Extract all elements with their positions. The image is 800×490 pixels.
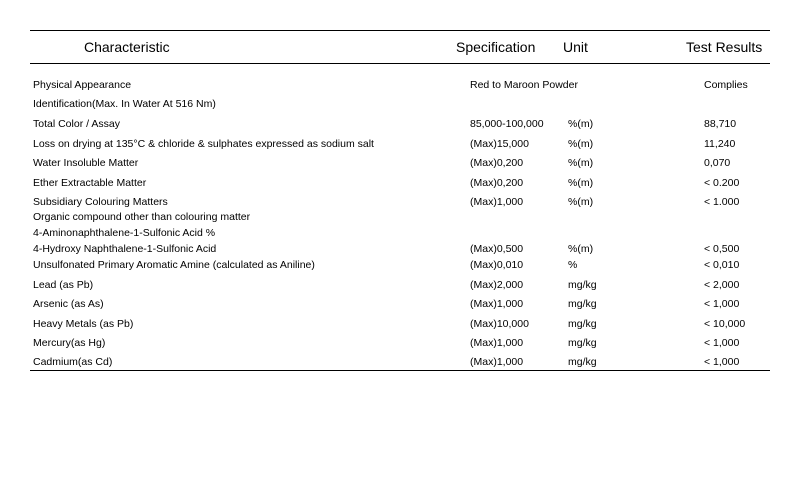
cell-unit: %(m) [568, 243, 594, 255]
table-row [0, 118, 800, 134]
cell-result: < 1,000 [704, 337, 740, 349]
cell-characteristic: Water Insoluble Matter [33, 157, 139, 169]
table-row [0, 227, 800, 243]
cell-specification: (Max)2,000 [470, 279, 524, 291]
cell-unit: %(m) [568, 177, 594, 189]
cell-unit: mg/kg [568, 298, 597, 310]
cell-unit: % [568, 259, 578, 271]
cell-characteristic: Total Color / Assay [33, 118, 120, 130]
cell-result: Complies [704, 79, 748, 91]
cell-characteristic: Cadmium(as Cd) [33, 356, 113, 368]
cell-result: < 10,000 [704, 318, 746, 330]
table-row [0, 243, 800, 259]
cell-result: < 1,000 [704, 298, 740, 310]
cell-specification: (Max)1,000 [470, 356, 524, 368]
cell-unit: mg/kg [568, 337, 597, 349]
cell-characteristic: Mercury(as Hg) [33, 337, 106, 349]
cell-unit: %(m) [568, 138, 594, 150]
cell-characteristic: Identification(Max. In Water At 516 Nm) [33, 98, 216, 110]
table-row [0, 157, 800, 173]
cell-characteristic: 4-Aminonaphthalene-1-Sulfonic Acid % [33, 227, 216, 239]
cell-specification: (Max)15,000 [470, 138, 529, 150]
header-specification: Specification [456, 39, 536, 55]
cell-unit: %(m) [568, 118, 594, 130]
cell-characteristic: Physical Appearance [33, 79, 132, 91]
cell-result: < 0.200 [704, 177, 740, 189]
cell-specification: (Max)1,000 [470, 298, 524, 310]
cell-unit: %(m) [568, 196, 594, 208]
cell-unit: mg/kg [568, 356, 597, 368]
cell-result: < 0,500 [704, 243, 740, 255]
cell-characteristic: Organic compound other than colouring matter [33, 211, 251, 223]
cell-characteristic: 4-Hydroxy Naphthalene-1-Sulfonic Acid [33, 243, 217, 255]
cell-result: < 2,000 [704, 279, 740, 291]
cell-result: < 1,000 [704, 356, 740, 368]
cell-specification: (Max)0,200 [470, 177, 524, 189]
table-row [0, 98, 800, 114]
table-row [0, 298, 800, 314]
table-row [0, 279, 800, 295]
cell-specification: (Max)0,010 [470, 259, 524, 271]
cell-unit: %(m) [568, 157, 594, 169]
header-unit: Unit [563, 39, 588, 55]
cell-characteristic: Unsulfonated Primary Aromatic Amine (calculated as Aniline) [33, 259, 315, 271]
table-row [0, 211, 800, 227]
cell-result: 88,710 [704, 118, 737, 130]
cell-result: < 0,010 [704, 259, 740, 271]
table-row [0, 79, 800, 95]
cell-specification: (Max)10,000 [470, 318, 529, 330]
cell-characteristic: Loss on drying at 135°C & chloride & sulphates expressed as sodium salt [33, 138, 374, 150]
cell-unit: mg/kg [568, 279, 597, 291]
cell-specification: (Max)0,200 [470, 157, 524, 169]
cell-specification: Red to Maroon Powder [470, 79, 578, 91]
table-row [0, 318, 800, 334]
cell-result: 0,070 [704, 157, 731, 169]
cell-specification: (Max)1,000 [470, 196, 524, 208]
cell-characteristic: Arsenic (as As) [33, 298, 104, 310]
cell-characteristic: Heavy Metals (as Pb) [33, 318, 134, 330]
cell-specification: (Max)0,500 [470, 243, 524, 255]
header-characteristic: Characteristic [84, 39, 170, 55]
cell-characteristic: Subsidiary Colouring Matters [33, 196, 168, 208]
table-top-rule [30, 30, 770, 31]
cell-result: 11,240 [704, 138, 736, 150]
table-row [0, 177, 800, 193]
cell-specification: (Max)1,000 [470, 337, 524, 349]
cell-characteristic: Ether Extractable Matter [33, 177, 147, 189]
table-row [0, 138, 800, 154]
cell-result: < 1.000 [704, 196, 740, 208]
table-bottom-rule [30, 370, 770, 371]
header-bottom-rule [30, 63, 770, 64]
header-test-results: Test Results [686, 39, 763, 55]
table-row [0, 337, 800, 353]
cell-unit: mg/kg [568, 318, 597, 330]
table-row [0, 259, 800, 275]
table-row [0, 196, 800, 212]
cell-characteristic: Lead (as Pb) [33, 279, 94, 291]
cell-specification: 85,000-100,000 [470, 118, 544, 130]
